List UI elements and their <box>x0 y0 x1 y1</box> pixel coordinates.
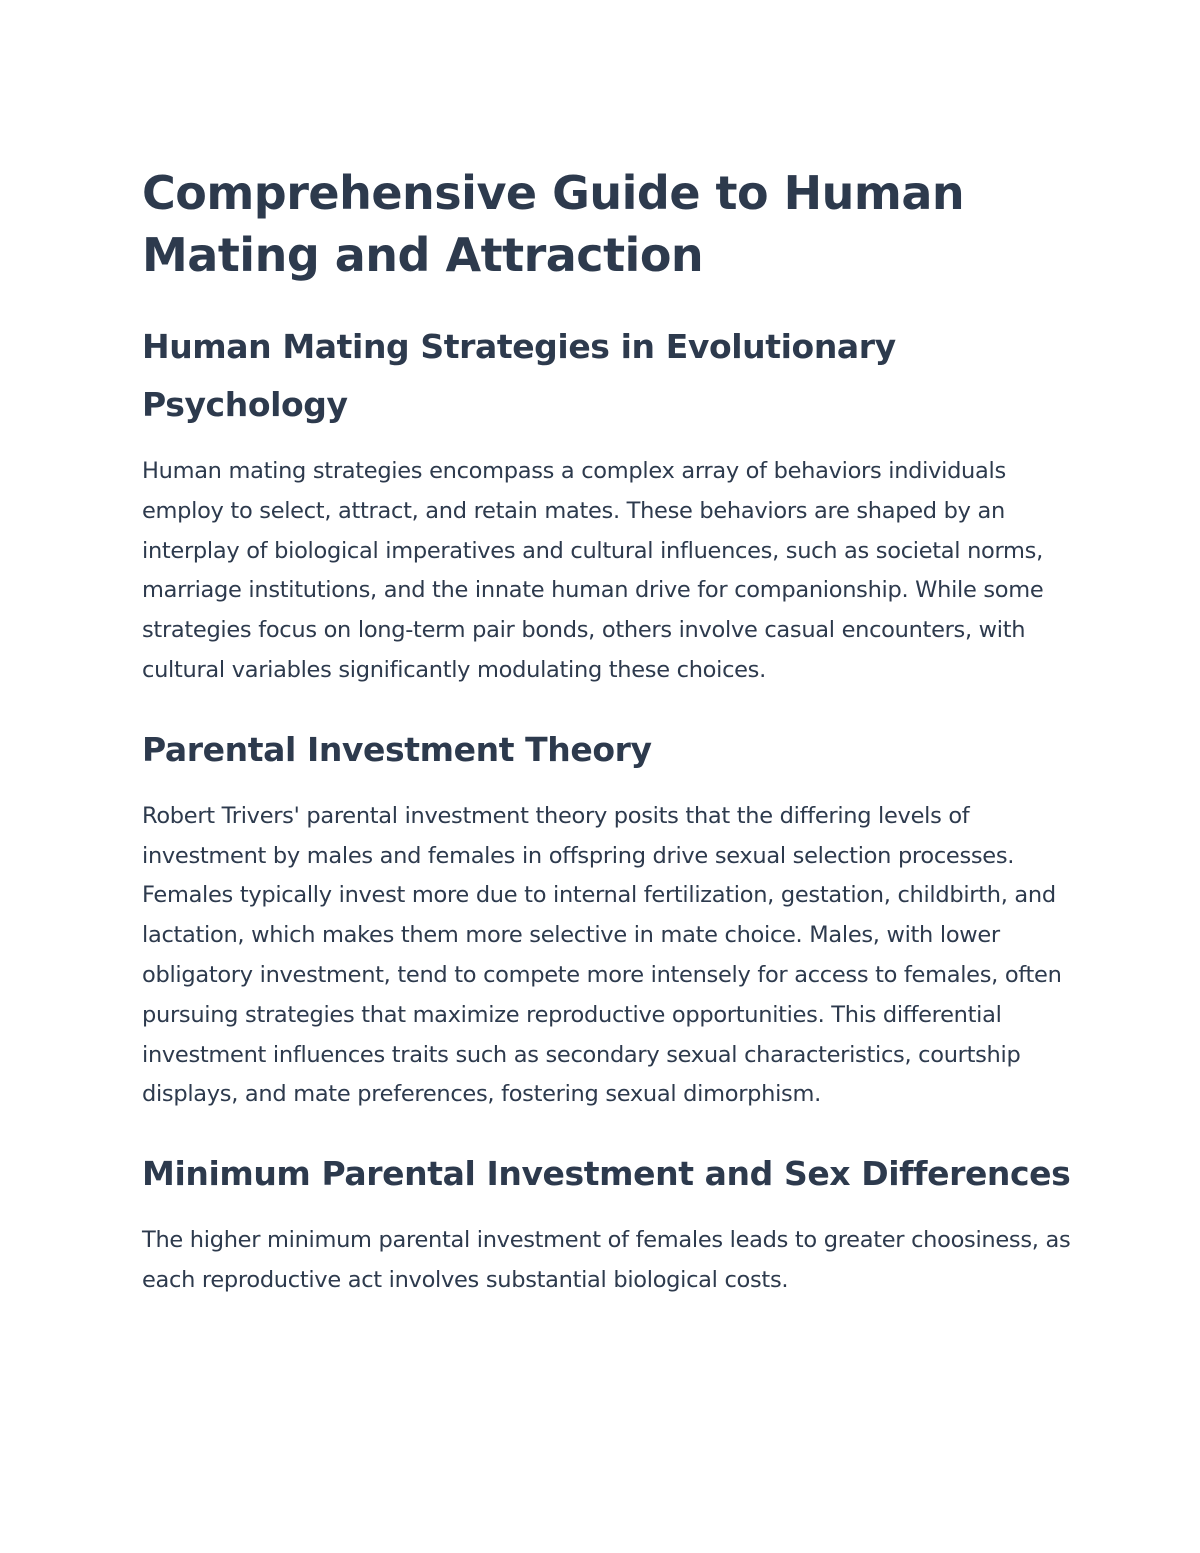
section-paragraph: Human mating strategies encompass a complex array of behaviors individuals employ to select, attract, and retain mates. These behaviors are shaped by an interplay of biological imperatives and cultural influences, such as societal norms, marriage institutions, and the innate human drive for companionship. While some strategies focus on long-term pair bonds, others involve casual encounters, with cultural variables significantly modulating these choices. <box>142 458 1044 683</box>
document-title: Comprehensive Guide to Human Mating and Attraction <box>142 166 965 282</box>
section-mating-strategies <box>142 318 1072 691</box>
section-heading: Parental Investment Theory <box>142 729 652 769</box>
section-paragraph: The higher minimum parental investment of females leads to greater choosiness, as each reproductive act involves substantial biological costs. <box>142 1227 1071 1293</box>
document-page <box>142 162 1072 1331</box>
section-minimum-parental-investment <box>142 1145 1072 1301</box>
section-paragraph: Robert Trivers' parental investment theory posits that the differing levels of investment by males and females in offspring drive sexual selection processes. Females typically invest more due to internal fertilization, gestation, childbirth, and lactation, which makes them more selective in mate choice. Males, with lower obligatory investment, tend to compete more intensely for access to females, often pursuing strategies that maximize reproductive opportunities. This differential investment influences traits such as secondary sexual characteristics, courtship displays, and mate preferences, fostering sexual dimorphism. <box>142 802 1062 1108</box>
section-parental-investment-theory <box>142 721 1072 1115</box>
section-heading: Human Mating Strategies in Evolutionary Psychology <box>142 327 896 424</box>
section-heading: Minimum Parental Investment and Sex Differences <box>142 1154 1071 1194</box>
